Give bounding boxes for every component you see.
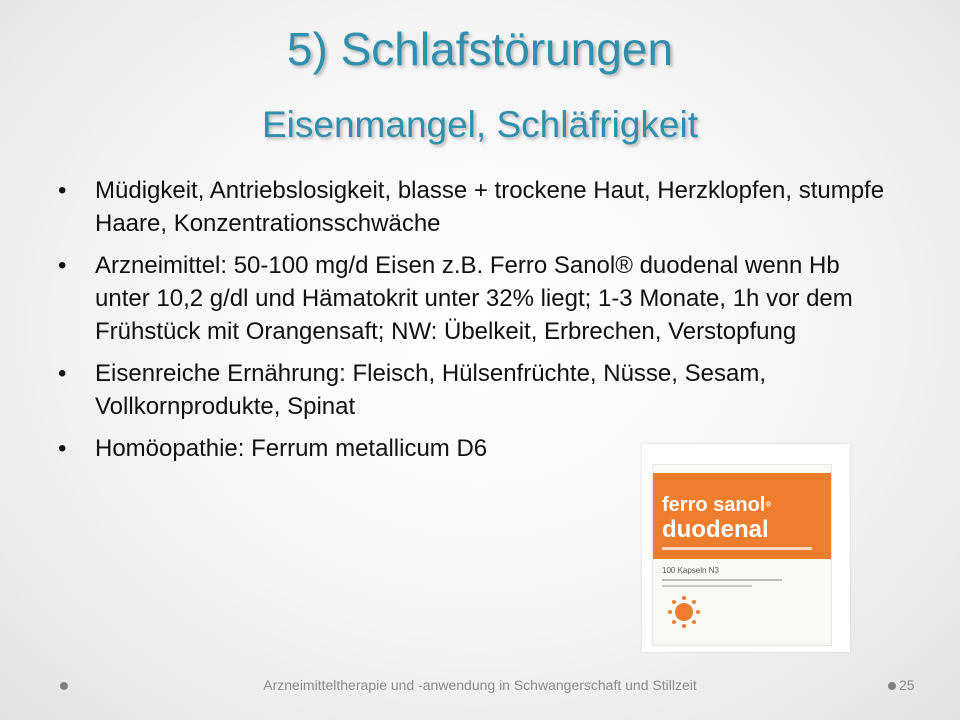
bullet-text: Müdigkeit, Antriebslosigkeit, blasse + trockene Haut, Herzklopfen, stumpfe Haare, Konzentrationsschwäche [95, 177, 885, 237]
bullet-dot: • [58, 177, 67, 204]
product-fine-print [662, 547, 812, 550]
bullet-item [58, 249, 898, 348]
product-name: duodenal [662, 516, 769, 543]
page-number: 25 [899, 677, 915, 693]
bullet-text: Homöopathie: Ferrum metallicum D6 [95, 435, 488, 462]
slide-subtitle: Eisenmangel, Schläfrigkeit [262, 104, 698, 145]
bullet-text: Eisenreiche Ernährung: Fleisch, Hülsenfrüchte, Nüsse, Sesam, Vollkornprodukte, Spinat [95, 360, 766, 420]
product-fine-print [662, 585, 752, 587]
slide-title: 5) Schlafstörungen [286, 23, 674, 75]
product-fine-print [662, 579, 782, 581]
product-capsules: 100 Kapseln N3 [662, 566, 719, 575]
bullet-text: Arzneimittel: 50-100 mg/d Eisen z.B. Ferro Sanol® duodenal wenn Hb unter 10,2 g/dl und Hämatokrit unter 32% liegt; 1-3 Monate, 1h vor dem Frühstück mit Orangensaft; NW: Übelkeit, Erbrechen, Verstopfung [95, 252, 853, 345]
product-box [652, 464, 832, 646]
footer-dot-right [888, 682, 896, 690]
bullet-dot: • [58, 435, 67, 462]
product-image [642, 444, 850, 652]
footer-text: Arzneimitteltherapie und -anwendung in Schwangerschaft und Stillzeit [263, 677, 697, 693]
registered-mark: ® [765, 500, 772, 509]
bullet-dot: • [58, 252, 67, 279]
product-band [653, 473, 831, 559]
bullet-item [58, 174, 898, 240]
product-brand: ferro sanol® [662, 494, 772, 516]
bullet-item [58, 357, 898, 423]
bullet-list [58, 174, 898, 474]
bullet-dot: • [58, 360, 67, 387]
sun-logo-icon [667, 595, 701, 629]
